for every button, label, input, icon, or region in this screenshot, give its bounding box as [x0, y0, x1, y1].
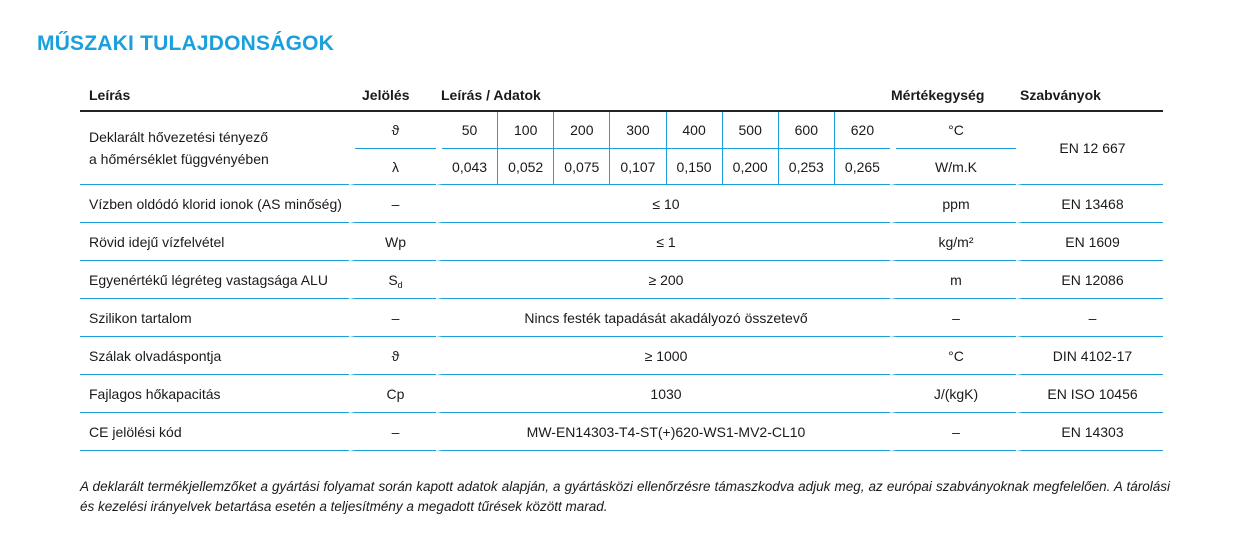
table-row	[80, 337, 1163, 375]
row-symbol-text: –	[391, 195, 400, 212]
lambda-values	[442, 149, 890, 185]
header-standard: Szabványok	[1020, 87, 1101, 103]
row-data: ≥ 200	[436, 261, 890, 299]
row-symbol-text: –	[391, 309, 400, 326]
thermal-standard: EN 12 667	[1016, 112, 1163, 185]
table-row	[80, 375, 1163, 413]
row-unit: –	[890, 413, 1016, 451]
row-symbol	[349, 413, 436, 451]
row-symbol	[349, 261, 436, 299]
row-unit: J/(kgK)	[890, 375, 1016, 413]
header-symbol: Jelölés	[362, 87, 410, 103]
row-description: Egyenértékű légréteg vastagsága ALU	[80, 261, 349, 299]
row-data: Nincs festék tapadását akadályozó összetevő	[436, 299, 890, 337]
row-data: ≤ 1	[436, 223, 890, 261]
row-unit: –	[890, 299, 1016, 337]
row-data: 1030	[436, 375, 890, 413]
temperature-cell: 300	[609, 112, 665, 148]
thermal-symbols	[349, 112, 436, 185]
row-unit: ppm	[890, 185, 1016, 223]
row-data: ≤ 10	[436, 185, 890, 223]
symbol-temperature: ϑ	[355, 112, 436, 149]
row-standard: EN 13468	[1016, 185, 1163, 223]
lambda-cell: 0,200	[722, 149, 778, 185]
row-description: Szilikon tartalom	[80, 299, 349, 337]
row-data: ≥ 1000	[436, 337, 890, 375]
row-symbol-text: Wp	[385, 233, 406, 250]
row-symbol-subscript: d	[397, 279, 403, 290]
row-standard: EN 12086	[1016, 261, 1163, 299]
row-description: CE jelölési kód	[80, 413, 349, 451]
table-row	[80, 185, 1163, 223]
table-row	[80, 223, 1163, 261]
row-description: Rövid idejű vízfelvétel	[80, 223, 349, 261]
thermal-units	[890, 112, 1016, 185]
row-standard: EN ISO 10456	[1016, 375, 1163, 413]
lambda-cell: 0,150	[666, 149, 722, 185]
unit-celsius: °C	[896, 112, 1016, 149]
page-title: MŰSZAKI TULAJDONSÁGOK	[37, 32, 335, 55]
temperature-cell: 50	[461, 122, 478, 138]
header-description: Leírás	[89, 87, 131, 103]
row-symbol	[349, 185, 436, 223]
row-symbol-text: ϑ	[391, 347, 400, 364]
row-symbol	[349, 223, 436, 261]
row-symbol-text: S	[388, 271, 398, 288]
lambda-cell: 0,253	[778, 149, 834, 185]
header-data: Leírás / Adatok	[441, 87, 541, 103]
table-row	[80, 261, 1163, 299]
row-symbol	[349, 337, 436, 375]
temperature-cell: 100	[497, 112, 553, 148]
row-standard: –	[1016, 299, 1163, 337]
spec-table	[80, 81, 1163, 451]
lambda-cell: 0,265	[834, 149, 890, 185]
row-symbol-text: Cp	[386, 385, 405, 402]
thermal-desc-line1: Deklarált hővezetési tényező	[89, 129, 268, 145]
symbol-lambda: λ	[392, 159, 399, 175]
row-description: Szálak olvadáspontja	[80, 337, 349, 375]
row-description: Fajlagos hőkapacitás	[80, 375, 349, 413]
row-unit: °C	[890, 337, 1016, 375]
row-standard: DIN 4102-17	[1016, 337, 1163, 375]
footnote: A deklarált termékjellemzőket a gyártási folyamat során kapott adatok alapján, a gyártásközi ellenőrzésre támaszkodva adjuk meg, az európai szabványoknak megfelelően. A tárolási és kezelési irányelvek betartása esetén a teljesítmény a megadott tűrések között marad.	[80, 479, 1170, 514]
row-unit: kg/m²	[890, 223, 1016, 261]
row-symbol	[349, 299, 436, 337]
table-row	[80, 299, 1163, 337]
thermal-values	[436, 112, 890, 185]
table-row-thermal	[80, 112, 1163, 185]
row-standard: EN 1609	[1016, 223, 1163, 261]
row-standard: EN 14303	[1016, 413, 1163, 451]
table-body	[80, 185, 1163, 451]
temperature-cell: 500	[722, 112, 778, 148]
temperature-values	[442, 112, 890, 149]
table-row	[80, 413, 1163, 451]
lambda-cell: 0,107	[609, 149, 665, 185]
thermal-desc-line2: a hőmérséklet függvényében	[89, 151, 269, 167]
lambda-cell: 0,043	[452, 159, 488, 175]
row-description: Vízben oldódó klorid ionok (AS minőség)	[80, 185, 349, 223]
header-unit: Mértékegység	[891, 87, 985, 103]
temperature-cell: 600	[778, 112, 834, 148]
lambda-cell: 0,052	[497, 149, 553, 185]
table-header	[80, 81, 1163, 112]
row-unit: m	[890, 261, 1016, 299]
row-symbol-text: –	[391, 423, 400, 440]
temperature-cell: 620	[834, 112, 890, 148]
unit-wmk: W/m.K	[935, 159, 977, 175]
lambda-cell: 0,075	[553, 149, 609, 185]
row-data: MW-EN14303-T4-ST(+)620-WS1-MV2-CL10	[436, 413, 890, 451]
temperature-cell: 200	[553, 112, 609, 148]
row-symbol	[349, 375, 436, 413]
temperature-cell: 400	[666, 112, 722, 148]
thermal-description	[80, 112, 349, 185]
